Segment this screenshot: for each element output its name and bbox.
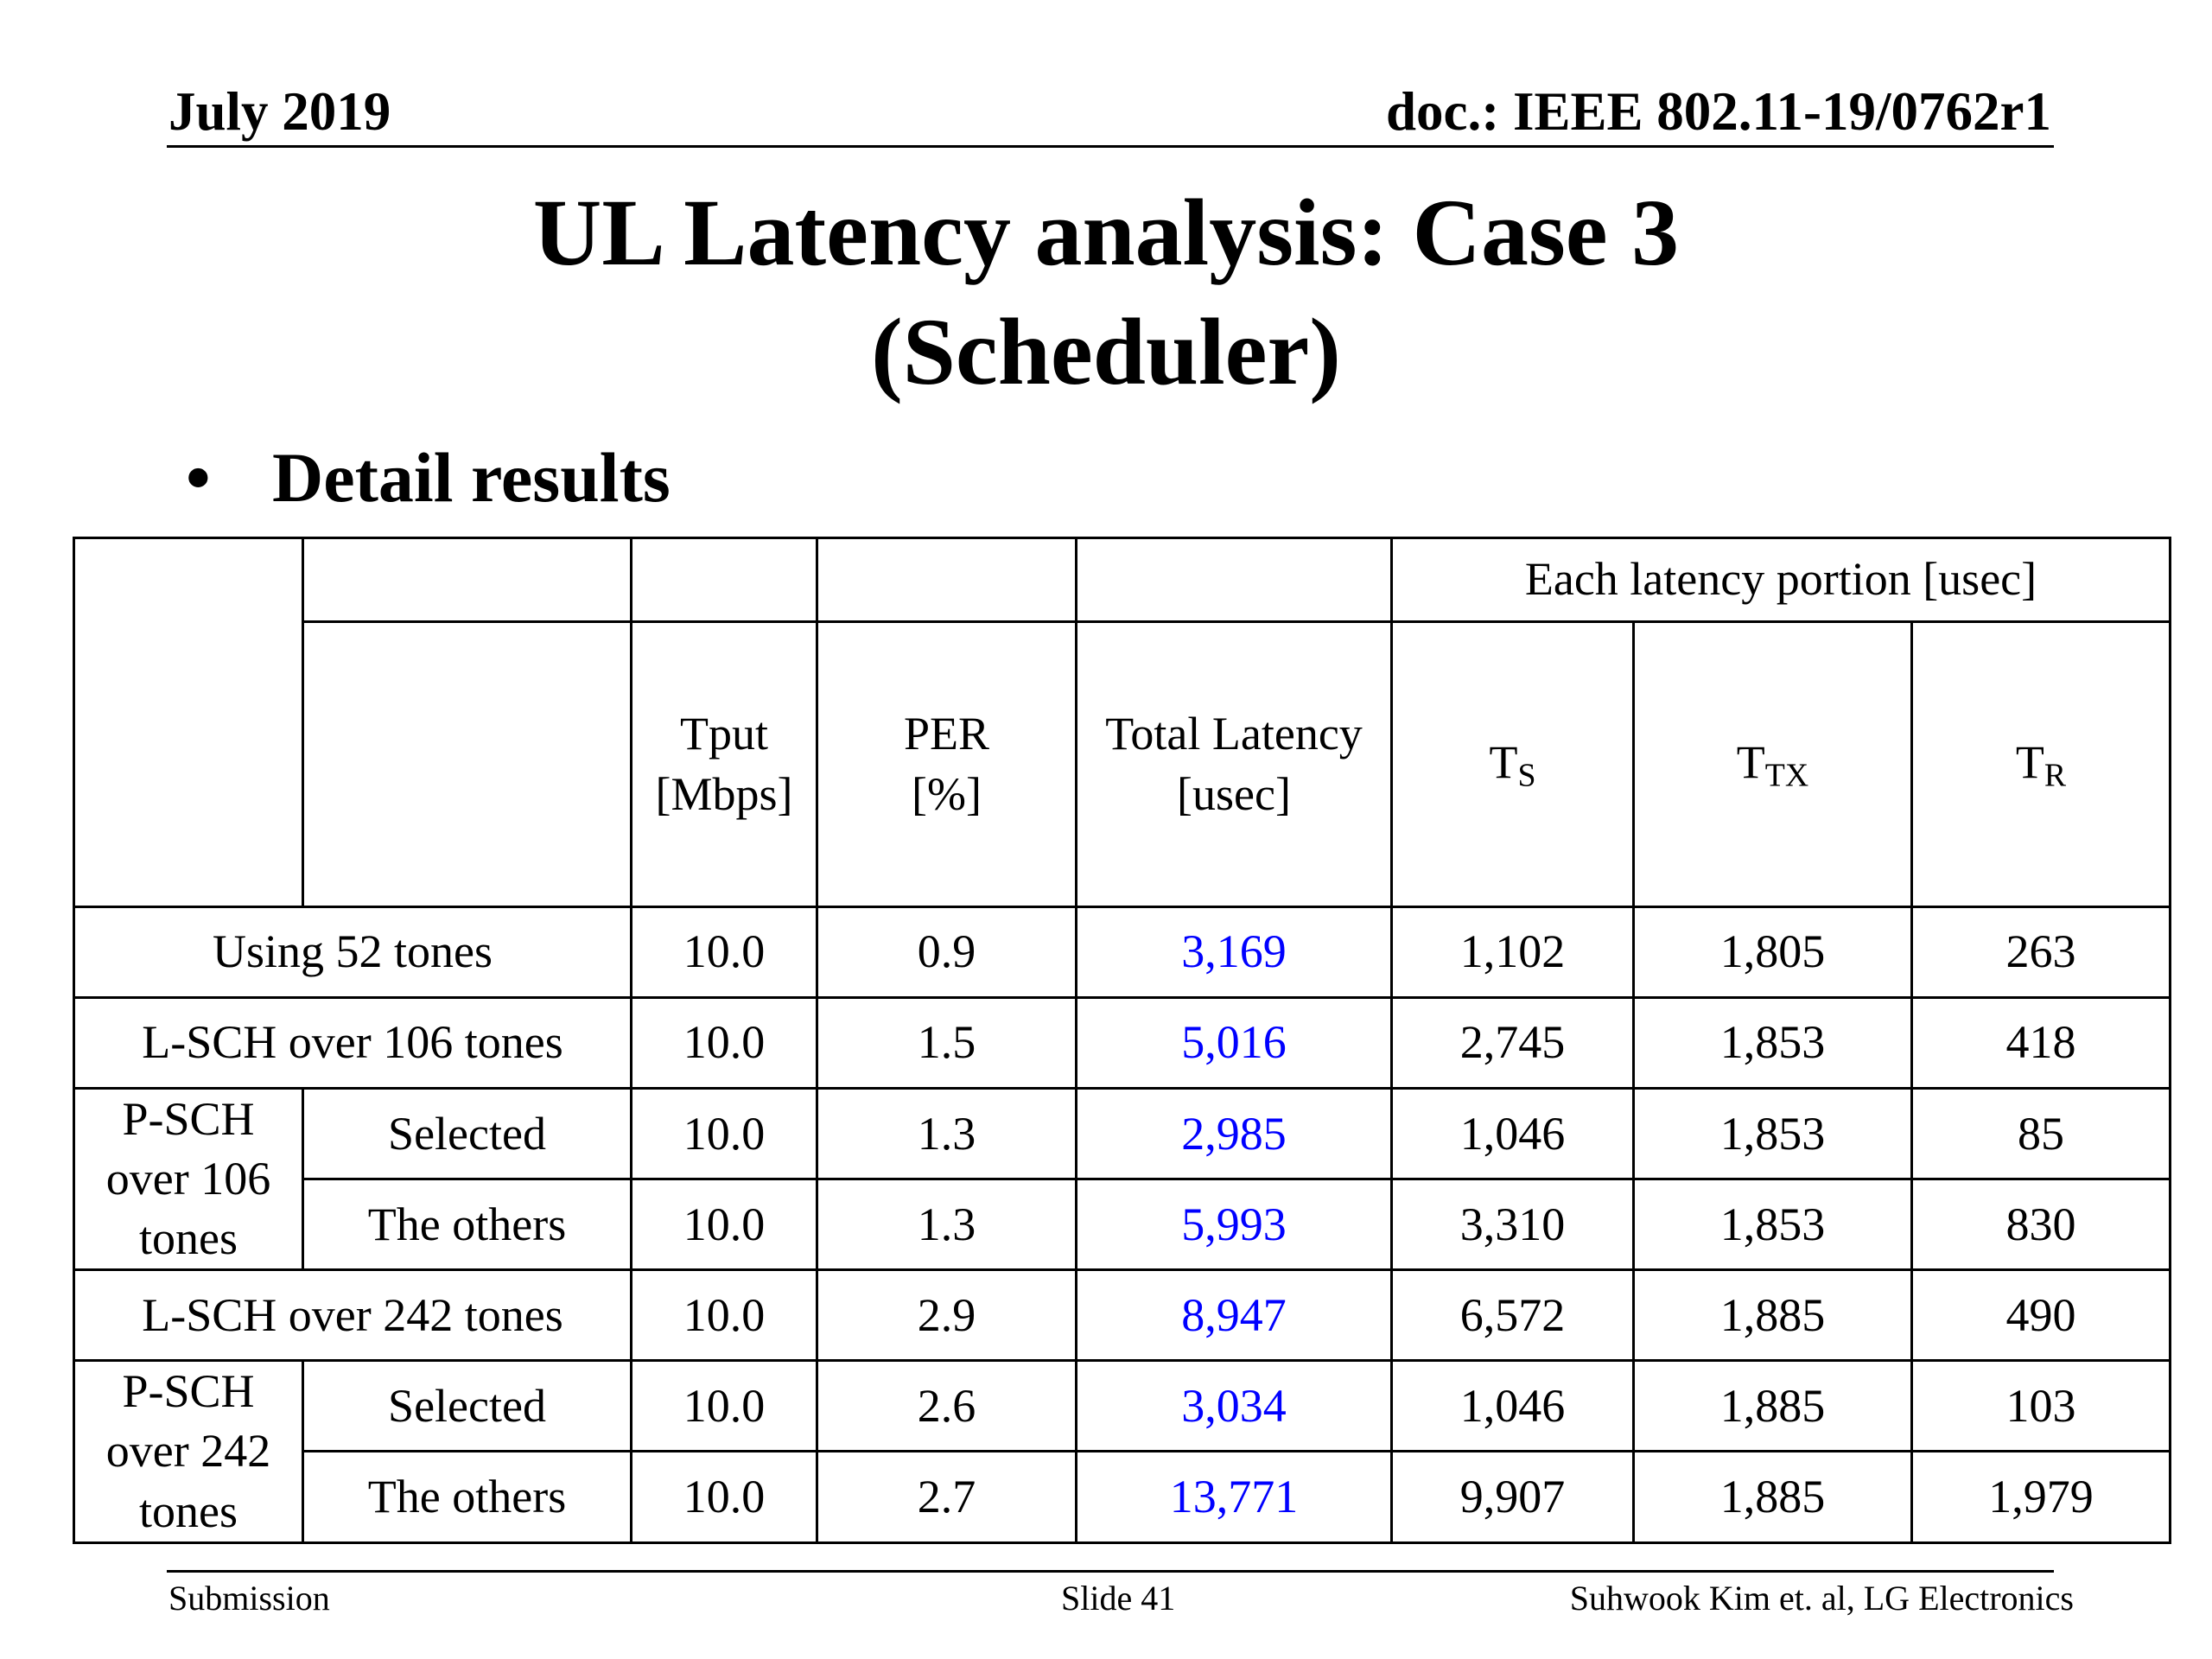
header-rule — [167, 145, 2054, 148]
tput-cell: 10.0 — [632, 907, 817, 998]
tr-cell: 830 — [1912, 1179, 2171, 1270]
per-cell: 2.6 — [817, 1361, 1077, 1452]
footer-author: Suhwook Kim et. al, LG Electronics — [1569, 1579, 2074, 1618]
tr-cell: 490 — [1912, 1270, 2171, 1361]
tput-cell: 10.0 — [632, 1179, 817, 1270]
table-row — [74, 907, 2171, 998]
bullet-text: Detail results — [272, 438, 671, 517]
row-label: L-SCH over 242 tones — [74, 1270, 632, 1361]
slide-title — [0, 173, 2212, 411]
table-row — [74, 1089, 2171, 1179]
ttx-cell: 1,885 — [1634, 1452, 1912, 1542]
tr-cell: 85 — [1912, 1089, 2171, 1179]
tr-cell: 1,979 — [1912, 1452, 2171, 1542]
title-line-1: UL Latency analysis: Case 3 — [532, 180, 1680, 285]
header-date: July 2019 — [168, 81, 391, 142]
ttx-cell: 1,885 — [1634, 1361, 1912, 1452]
ts-cell: 1,046 — [1392, 1361, 1634, 1452]
col-header-tput: Tput [Mbps] — [632, 622, 817, 907]
footer-slide-number: Slide 41 — [1061, 1579, 1176, 1618]
ts-cell: 6,572 — [1392, 1270, 1634, 1361]
bullet-item — [186, 438, 671, 517]
empty-header-cell — [303, 538, 632, 622]
table-row — [74, 998, 2171, 1089]
tput-cell: 10.0 — [632, 1452, 817, 1542]
ts-cell: 1,046 — [1392, 1089, 1634, 1179]
empty-header-cell — [1077, 538, 1392, 622]
results-table — [73, 537, 2171, 1544]
tput-cell: 10.0 — [632, 1270, 817, 1361]
ts-cell: 2,745 — [1392, 998, 1634, 1089]
total-latency-cell: 2,985 — [1077, 1089, 1392, 1179]
row-label: Selected — [303, 1089, 632, 1179]
latency-portion-header: Each latency portion [usec] — [1392, 538, 2171, 622]
tr-cell: 418 — [1912, 998, 2171, 1089]
ttx-cell: 1,885 — [1634, 1270, 1912, 1361]
ttx-cell: 1,853 — [1634, 998, 1912, 1089]
row-label: The others — [303, 1179, 632, 1270]
tr-cell: 103 — [1912, 1361, 2171, 1452]
col-header-per: PER [%] — [817, 622, 1077, 907]
total-latency-cell: 8,947 — [1077, 1270, 1392, 1361]
col-header-total-latency: Total Latency [usec] — [1077, 622, 1392, 907]
total-latency-cell: 5,993 — [1077, 1179, 1392, 1270]
empty-header-cell — [632, 538, 817, 622]
row-label: Selected — [303, 1361, 632, 1452]
total-latency-cell: 3,034 — [1077, 1361, 1392, 1452]
tput-cell: 10.0 — [632, 1361, 817, 1452]
per-cell: 1.3 — [817, 1179, 1077, 1270]
tput-cell: 10.0 — [632, 998, 817, 1089]
ts-cell: 1,102 — [1392, 907, 1634, 998]
bullet-icon: • — [186, 438, 211, 517]
group-label: P-SCH over 106 tones — [74, 1089, 303, 1270]
table-header-row-1 — [74, 538, 2171, 622]
col-header-ttx: $T_{TX}$ — [1634, 622, 1912, 907]
total-latency-cell: 13,771 — [1077, 1452, 1392, 1542]
tput-cell: 10.0 — [632, 1089, 817, 1179]
table-row — [74, 1452, 2171, 1542]
row-label: Using 52 tones — [74, 907, 632, 998]
footer-rule — [167, 1570, 2054, 1573]
table-header-row-2 — [74, 622, 2171, 907]
ts-cell: 3,310 — [1392, 1179, 1634, 1270]
table-row — [74, 1270, 2171, 1361]
total-latency-cell: 3,169 — [1077, 907, 1392, 998]
ttx-cell: 1,853 — [1634, 1089, 1912, 1179]
row-label: L-SCH over 106 tones — [74, 998, 632, 1089]
ttx-cell: 1,853 — [1634, 1179, 1912, 1270]
col-header-tr: $T_R$ — [1912, 622, 2171, 907]
footer-submission: Submission — [168, 1579, 330, 1618]
group-label: P-SCH over 242 tones — [74, 1361, 303, 1542]
tr-cell: 263 — [1912, 907, 2171, 998]
per-cell: 2.9 — [817, 1270, 1077, 1361]
ttx-cell: 1,805 — [1634, 907, 1912, 998]
table-row — [74, 1179, 2171, 1270]
per-cell: 2.7 — [817, 1452, 1077, 1542]
per-cell: 1.5 — [817, 998, 1077, 1089]
title-line-2: (Scheduler) — [871, 299, 1341, 404]
row-label: The others — [303, 1452, 632, 1542]
empty-header-cell — [303, 622, 632, 907]
per-cell: 0.9 — [817, 907, 1077, 998]
col-header-ts: $T_S$ — [1392, 622, 1634, 907]
header-doc-number: doc.: IEEE 802.11-19/0762r1 — [1385, 81, 2051, 142]
total-latency-cell: 5,016 — [1077, 998, 1392, 1089]
table-row — [74, 1361, 2171, 1452]
corner-cell — [74, 538, 303, 907]
empty-header-cell — [817, 538, 1077, 622]
per-cell: 1.3 — [817, 1089, 1077, 1179]
ts-cell: 9,907 — [1392, 1452, 1634, 1542]
